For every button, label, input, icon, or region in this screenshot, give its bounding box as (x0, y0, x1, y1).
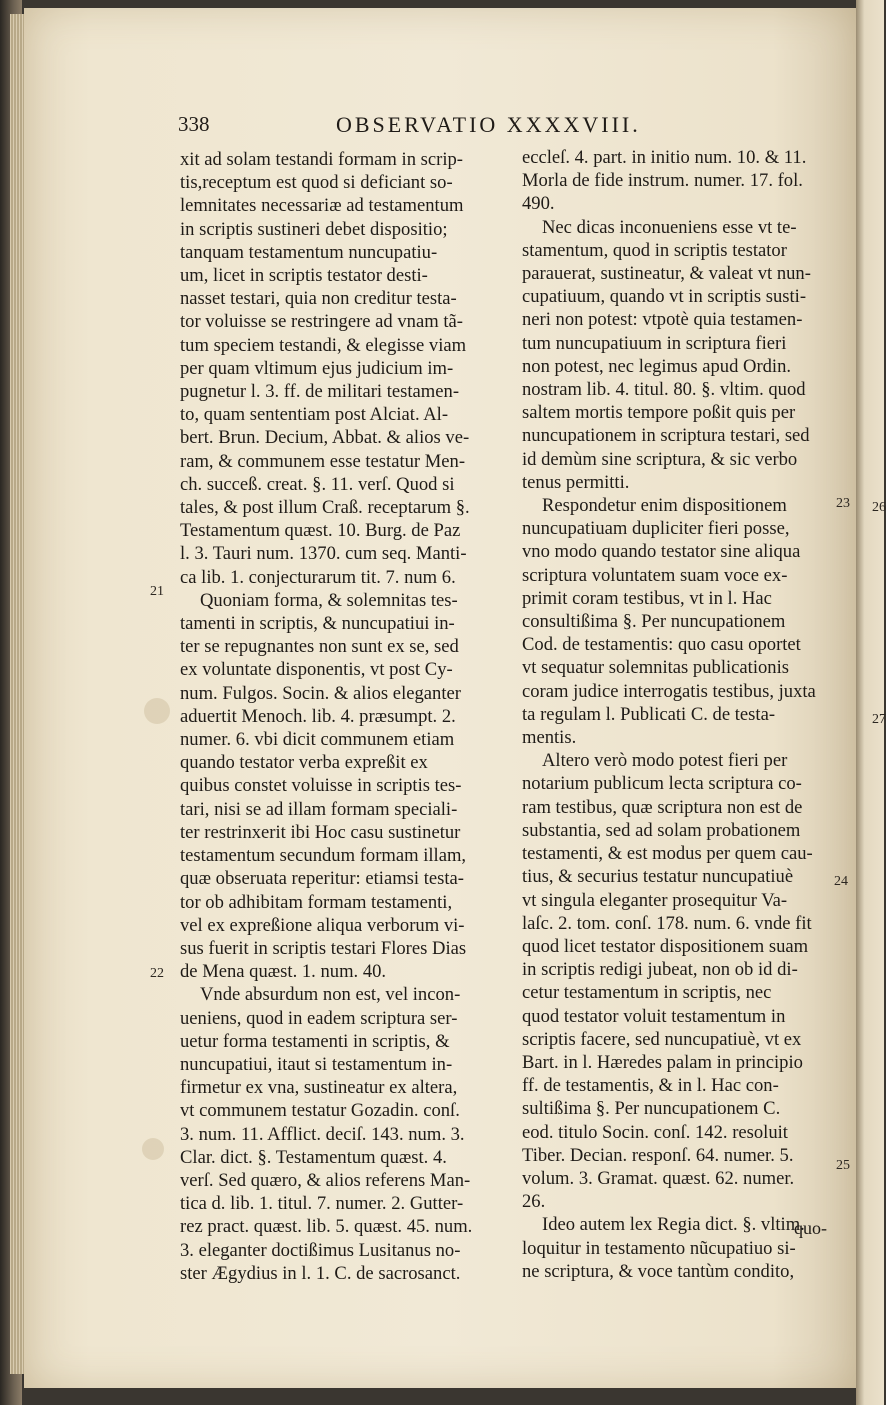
text-line: to, quam sententiam post Alciat. Al- (180, 404, 449, 426)
text-line: ne scriptura, & voce tantùm condito, (522, 1260, 795, 1282)
margin-number-24: 24 (834, 874, 848, 889)
right-text-column (522, 146, 864, 1283)
text-line: lemnitates necessariæ ad testamentum (180, 195, 464, 217)
text-line: de Mena quæst. 1. num. 40. (180, 961, 387, 983)
text-line: ram testibus, quæ scriptura non est de (522, 796, 803, 818)
text-line: ueniens, quod in eadem scriptura ser- (180, 1007, 458, 1029)
text-line: Clar. dict. §. Testamentum quæst. 4. (180, 1146, 447, 1168)
text-line: tica d. lib. 1. titul. 7. numer. 2. Gutter- (180, 1193, 464, 1215)
text-line: 3. num. 11. Afflict. deciſ. 143. num. 3. (180, 1123, 465, 1145)
text-line: vt sequatur solemnitas publicationis (522, 657, 789, 679)
text-line: Ideo autem lex Regia dict. §. vltim. (542, 1214, 805, 1236)
text-line: Morla de fide instrum. numer. 17. fol. (522, 170, 803, 192)
text-line: Respondetur enim dispositionem (542, 495, 787, 517)
text-line: laſc. 2. tom. conſ. 178. num. 6. vnde fit (522, 912, 812, 934)
text-line: bert. Brun. Decium, Abbat. & alios ve- (180, 427, 470, 449)
text-line: nuncupationem in scriptura testari, sed (522, 425, 810, 447)
text-line: verſ. Sed quæro, & alios referens Man- (180, 1169, 471, 1191)
text-line: coram judice interrogatis testibus, juxta (522, 680, 816, 702)
text-line: nasset testari, quia non creditur testa- (180, 288, 457, 310)
running-title: OBSERVATIO XXXXVIII. (336, 112, 641, 137)
text-line: rez pract. quæst. lib. 5. quæst. 45. num. (180, 1216, 473, 1238)
text-line: um, licet in scriptis testator desti- (180, 265, 428, 287)
next-page-margin-26: 26 (872, 500, 886, 515)
next-page-edge (856, 0, 884, 1405)
catchword: quo- (794, 1218, 827, 1238)
text-line: neri non potest: vtpotè quia testamen- (522, 309, 803, 331)
text-line: 3. eleganter doctißimus Lusitanus no- (180, 1239, 461, 1261)
text-line: xit ad solam testandi formam in scrip- (180, 149, 463, 170)
text-line: scriptis facere, sed nuncupatiuè, vt ex (522, 1028, 802, 1050)
text-line: vt singula eleganter prosequitur Va- (522, 889, 788, 911)
margin-number-25: 25 (836, 1158, 850, 1173)
text-line: ch. succeß. creat. §. 11. verſ. Quod si (180, 473, 455, 495)
text-line: pugnetur l. 3. ff. de militari testamen- (180, 381, 460, 403)
text-line: ex voluntate disponentis, vt post Cy- (180, 659, 453, 681)
text-line: quod licet testator dispositionem suam (522, 935, 809, 957)
text-line: cetur testamentum in scriptis, nec (522, 982, 772, 1004)
text-line: 26. (522, 1191, 546, 1213)
text-line: sultißima §. Per nuncupationem C. (522, 1098, 781, 1120)
text-line: vt communem testatur Gozadin. conſ. (180, 1100, 460, 1122)
text-line: testamenti, & est modus per quem cau- (522, 843, 813, 865)
text-line: volum. 3. Gramat. quæst. 62. numer. (522, 1167, 795, 1189)
text-line: stamentum, quod in scriptis testator (522, 239, 787, 261)
text-line: in scriptis sustineri debet dispositio; (180, 218, 448, 240)
text-line: tum nuncupatiuum in scriptura fieri (522, 332, 787, 354)
stain-mark (144, 698, 170, 724)
text-line: Vnde absurdum non est, vel incon- (200, 984, 461, 1006)
text-line: ter se repugnantes non sunt ex se, sed (180, 636, 459, 658)
text-line: Altero verò modo potest fieri per (542, 750, 788, 772)
text-line: ca lib. 1. conjecturarum tit. 7. num 6. (180, 566, 456, 588)
text-line: sus fuerit in scriptis testari Flores Dias (180, 937, 467, 959)
text-line: tanquam testamentum nuncupatiu- (180, 241, 438, 263)
text-line: tenus permitti. (522, 471, 630, 493)
text-line: quando testator verba expreßit ex (180, 752, 428, 774)
text-line: Bart. in l. Hæredes palam in principio (522, 1051, 803, 1073)
next-page-margin-27: 27 (872, 712, 886, 727)
text-line: substantia, sed ad solam probationem (522, 819, 801, 841)
text-line: Tiber. Decian. responſ. 64. numer. 5. (522, 1144, 794, 1166)
text-line: consultißima §. Per nuncupationem (522, 611, 786, 633)
text-line: num. Fulgos. Socin. & alios eleganter (180, 682, 461, 704)
text-line: loquitur in testamento nũcupatiuo si- (522, 1237, 796, 1259)
text-line: ram, & communem esse testatur Men- (180, 450, 466, 472)
text-line: primit coram testibus, vt in l. Hac (522, 587, 772, 609)
margin-number-21: 21 (150, 584, 164, 599)
text-line: tamenti in scriptis, & nuncupatiui in- (180, 613, 455, 635)
text-line: tius, & securius testatur nuncupatiuè (522, 866, 794, 888)
text-line: firmetur ex vna, sustineatur ex altera, (180, 1077, 458, 1099)
left-text-column (180, 148, 520, 1285)
text-line: Nec dicas inconueniens esse vt te- (542, 216, 797, 238)
text-line: ff. de testamentis, & in l. Hac con- (522, 1075, 779, 1097)
text-line: Cod. de testamentis: quo casu oportet (522, 634, 801, 656)
text-line: tari, nisi se ad illam formam speciali- (180, 798, 458, 820)
text-line: aduertit Menoch. lib. 4. præsumpt. 2. (180, 705, 456, 727)
margin-number-23: 23 (836, 496, 850, 511)
text-line: numer. 6. vbi dicit communem etiam (180, 729, 455, 751)
text-line: saltem mortis tempore poßit quis per (522, 402, 796, 424)
page-header (24, 112, 856, 142)
text-line: eccleſ. 4. part. in initio num. 10. & 11. (522, 147, 807, 168)
text-line: id demùm sine scriptura, & sic verbo (522, 448, 798, 470)
text-line: notarium publicum lecta scriptura co- (522, 773, 802, 795)
text-line: l. 3. Tauri num. 1370. cum seq. Manti- (180, 543, 467, 565)
text-line: cupatiuum, quando vt in scriptis susti- (522, 286, 807, 308)
text-line: testamentum secundum formam illam, (180, 845, 467, 867)
book-page (24, 8, 856, 1388)
text-line: quibus constet voluisse in scriptis tes- (180, 775, 462, 797)
text-line: quæ obseruata reperitur: etiamsi testa- (180, 868, 464, 890)
text-line: 490. (522, 193, 555, 215)
text-line: in scriptis redigi jubeat, non ob id di- (522, 959, 798, 981)
text-line: ter restrinxerit ibi Hoc casu sustinetur (180, 821, 461, 843)
text-line: vno modo quando testator sine aliqua (522, 541, 801, 563)
text-line: non potest, nec legimus apud Ordin. (522, 355, 792, 377)
text-line: nuncupatiui, itaut si testamentum in- (180, 1053, 453, 1075)
text-line: nostram lib. 4. titul. 80. §. vltim. quod (522, 379, 806, 401)
text-line: tum speciem testandi, & elegisse viam (180, 334, 467, 356)
page-number: 338 (178, 112, 210, 136)
text-line: mentis. (522, 727, 577, 749)
text-line: eod. titulo Socin. conſ. 142. resoluit (522, 1121, 788, 1143)
text-line: Testamentum quæst. 10. Burg. de Paz (180, 520, 461, 542)
text-line: parauerat, sustineatur, & valeat vt nun- (522, 263, 811, 285)
text-line: ta regulam l. Publicati C. de testa- (522, 703, 776, 725)
text-line: scriptura voluntatem suam voce ex- (522, 564, 788, 586)
text-line: quod testator voluit testamentum in (522, 1005, 786, 1027)
text-line: tis,receptum est quod si deficiant so- (180, 172, 453, 194)
text-line: uetur forma testamenti in scriptis, & (180, 1030, 450, 1052)
text-line: ster Ægydius in l. 1. C. de sacrosanct. (180, 1262, 461, 1284)
text-line: vel ex expreßione aliqua verborum vi- (180, 914, 465, 936)
margin-number-22: 22 (150, 966, 164, 981)
text-line: tor ob adhibitam formam testamenti, (180, 891, 453, 913)
text-line: nuncupatiuam dupliciter fieri posse, (522, 518, 790, 540)
text-line: tales, & post illum Craß. receptarum §. (180, 497, 470, 519)
text-line: Quoniam forma, & solemnitas tes- (200, 589, 458, 611)
text-line: tor voluisse se restringere ad vnam tã- (180, 311, 463, 333)
stain-mark (142, 1138, 164, 1160)
text-line: per quam vltimum ejus judicium im- (180, 357, 454, 379)
